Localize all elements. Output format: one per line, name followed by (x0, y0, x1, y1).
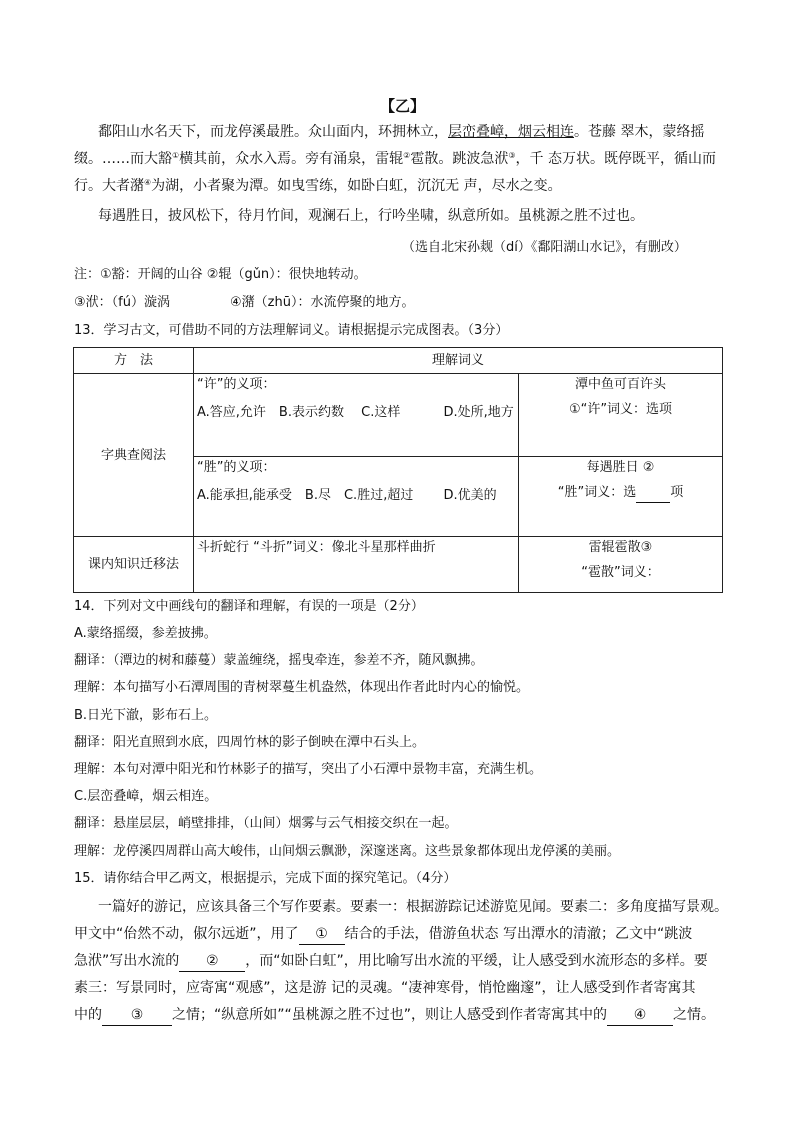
method-transfer: 课内知识迁移法 (74, 537, 194, 593)
blank-4[interactable]: ④ (607, 1005, 673, 1026)
method-dictionary: 字典查阅法 (74, 374, 194, 537)
passage-line-1: 鄱阳山水名天下，而龙停溪最胜。众山面内，环拥林立，层峦叠嶂，烟云相连。苍藤 翠木，蒙络摇 (98, 124, 705, 140)
q15-line-2: 甲文中“佁然不动，俶尔远逝”，用了 ① 结合的手法，借游鱼状态 写出潭水的清澈；乙文中“跳波 (74, 924, 692, 945)
q14-option-c: C.层峦叠嶂，烟云相连。 (74, 789, 218, 804)
q14-option-a-understanding: 理解：本句描写小石潭周围的青树翠蔓生机盎然，体现出作者此时内心的愉悦。 (74, 680, 530, 695)
blank-2[interactable]: ② (179, 951, 245, 972)
section-title: 【乙】 (380, 97, 426, 115)
xu-answer-cell: 潭中鱼可百许头 ①“许”词义：选项 (519, 374, 723, 457)
q13-table (73, 347, 723, 593)
xu-definitions: “许”的义项： A.答应,允许 B.表示约数 C.这样 D.处所,地方 (194, 374, 519, 457)
q14-option-b-understanding: 理解：本句对潭中阳光和竹林影子的描写，突出了小石潭中景物丰富，充满生机。 (74, 762, 543, 777)
sheng-definitions: “胜”的义项： A.能承担,能承受 B.尽 C.胜过,超过 D.优美的 (194, 457, 519, 537)
douzhe-meaning: 斗折蛇行 “斗折”词义：像北斗星那样曲折 (194, 537, 519, 593)
sheng-answer-cell: 每遇胜日 ② “胜”词义：选 项 (519, 457, 723, 537)
note-line-1: 注：①豁：开阔的山谷 ②辊（gǔn）：很快地转动。 (74, 267, 367, 282)
note-line-2: ③洑：（fú）漩涡 ④潴（zhū）：水流停聚的地方。 (74, 295, 415, 310)
passage-line-3: 行。大者潴④为湖，小者聚为潭。如曳雪练，如卧白虹，沉沉无 声，尽水之变。 (74, 178, 562, 194)
q14-option-a: A.蒙络摇缀，参差披拂。 (74, 626, 217, 641)
q14-option-c-translation: 翻译：悬崖层层，峭壁排排，（山间）烟雾与云气相接交织在一起。 (74, 816, 458, 831)
blank-1[interactable]: ① (299, 924, 345, 945)
baosan-cell: 雷辊雹散③ “雹散”词义： (519, 537, 723, 593)
q14-option-b-translation: 翻译：阳光直照到水底，四周竹林的影子倒映在潭中石头上。 (74, 735, 426, 750)
header-meaning: 理解词义 (194, 348, 723, 374)
answer-2-blank[interactable] (636, 483, 670, 503)
q14-option-b: B.日光下澈，影布石上。 (74, 708, 218, 723)
passage-source: （选自北宋孙觌（dí）《鄱阳湖山水记》，有删改） (402, 240, 687, 255)
q13-stem: 13．学习古文，可借助不同的方法理解词义。请根据提示完成图表。（3分） (74, 323, 509, 338)
answer-3-prompt: “雹散”词义： (581, 565, 660, 580)
q15-line-5: 中的 ③ 之情；“纵意所如”“虽桃源之胜不过也”，则让人感受到作者寄寓其中的 ④ 之情。 (74, 1005, 715, 1026)
q15-line-3: 急洑”写出水流的 ② ，而“如卧白虹”，用比喻写出水流的平缓，让人感受到水流形态的多样。要 (74, 951, 708, 972)
underlined-sentence: 层峦叠嶂，烟云相连 (448, 124, 574, 140)
q15-line-4: 素三：写景同时，应寄寓“观感”，这是游 记的灵魂。“凄神寒骨，悄怆幽邃”，让人感受到作者寄寓其 (74, 980, 696, 996)
q15-stem: 15．请你结合甲乙两文，根据提示，完成下面的探究笔记。（4分） (74, 871, 457, 886)
passage-line-4: 每遇胜日，披风松下，待月竹间，观澜石上，行吟坐啸，纵意所如。虽桃源之胜不过也。 (98, 208, 644, 224)
header-method: 方 法 (74, 348, 194, 374)
q14-option-a-translation: 翻译：（潭边的树和藤蔓）蒙盖缠绕，摇曳牵连，参差不齐，随风飘拂。 (74, 653, 484, 668)
q15-line-1: 一篇好的游记，应该具备三个写作要素。要素一：根据游踪记述游览见闻。要素二：多角度描写景观。 (98, 899, 728, 915)
q14-option-c-understanding: 理解：龙停溪四周群山高大峻伟，山间烟云飘渺，深邃迷离。这些景象都体现出龙停溪的美丽。 (74, 844, 621, 859)
q14-stem: 14．下列对文中画线句的翻译和理解，有误的一项是（2分） (74, 599, 424, 614)
blank-3[interactable]: ③ (102, 1005, 172, 1026)
answer-1-prompt: ①“许”词义：选项 (568, 402, 673, 417)
answer-2-prompt: “胜”词义：选 项 (522, 483, 719, 503)
passage-line-2: 缀。……而大豁①横其前，众水入焉。旁有涌泉，雷辊②雹散。跳波急洑③，千 态万状。既停既平，循山而 (74, 151, 716, 167)
